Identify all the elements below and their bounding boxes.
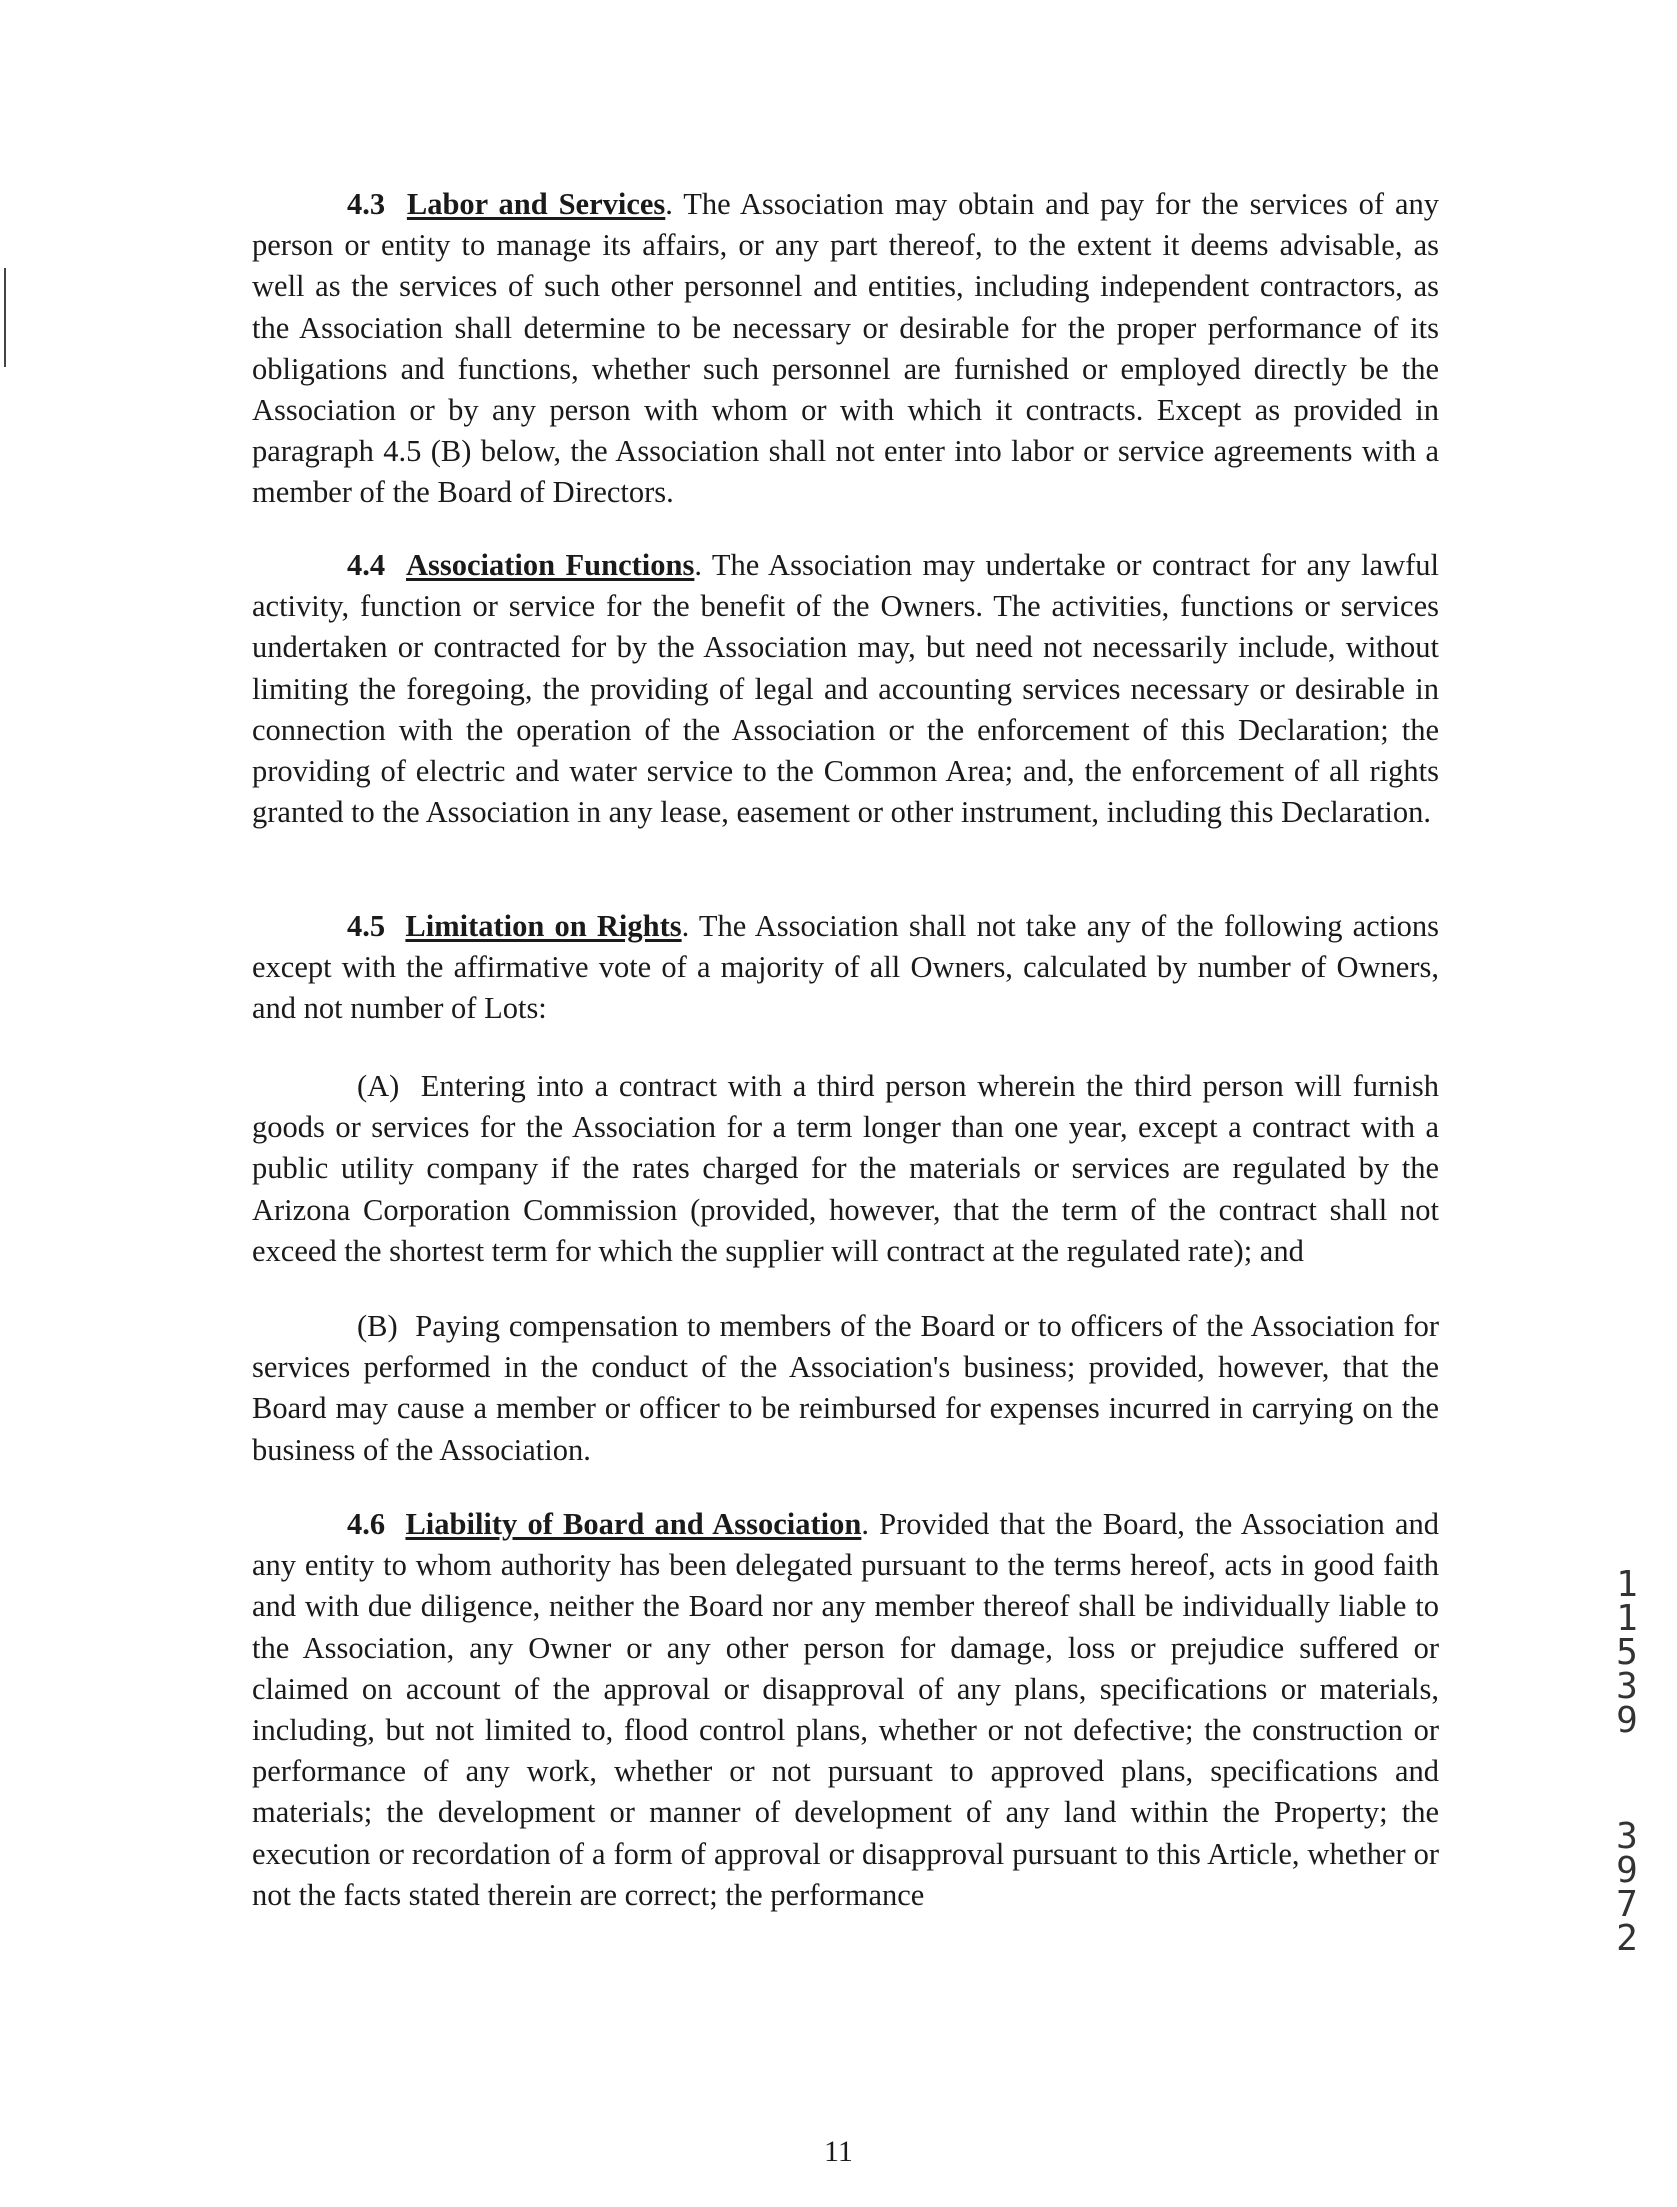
section-heading: Labor and Services — [406, 187, 666, 221]
section-number: 4.4 — [347, 548, 386, 582]
section-heading: Association Functions — [406, 548, 695, 582]
subitem-label: (B) — [357, 1309, 398, 1343]
section-body: . Provided that the Board, the Association and any entity to whom authority has been delegated pursuant to the terms hereof, acts in good faith and with due diligence, neither the Board nor any member thereof shall be individually liable to the Association, any Owner or any other person for damage, loss or prejudice suffered or claimed on account of the approval or disapproval of any plans, specifications or materials, including, but not limited to, flood control plans, whether or not defective; the construction or performance of any work, whether or not pursuant to approved plans, specifications and materials; the development or manner of development of any land within the Property; the execution or recordation of a form of approval or disapproval pursuant to this Article, whether or not the facts stated therein are correct; the performance — [252, 1507, 1439, 1912]
section-number: 4.3 — [347, 187, 386, 221]
section-number: 4.6 — [347, 1507, 386, 1541]
section-4-6 — [252, 1504, 1439, 1916]
section-4-4 — [252, 545, 1439, 833]
section-heading: Limitation on Rights — [405, 909, 682, 943]
subitem-text: Entering into a contract with a third person wherein the third person will furnish goods or services for the Association for a term longer than one year, except a contract with a public utility company if the rates charged for the materials or services are regulated by the Arizona Corporation Commission (provided, however, that the term of the contract shall not exceed the shortest term for which the supplier will contract at the regulated rate); and — [252, 1069, 1440, 1268]
subitem-text: Paying compensation to members of the Board or to officers of the Association for services performed in the conduct of the Association's business; provided, however, that the Board may cause a member or officer to be reimbursed for expenses incurred in carrying on the business of the Association. — [252, 1309, 1439, 1467]
subitem-a — [252, 1066, 1439, 1272]
scan-artifact — [4, 315, 6, 367]
section-body: . The Association shall not take any of the following actions except with the affirmative vote of a majority of all Owners, calculated by number of Owners, and not number of Lots: — [252, 909, 1439, 1026]
section-body: . The Association may obtain and pay for the services of any person or entity to manage its affairs, or any part thereof, to the extent it deems advisable, as well as the services of such other personnel and entities, including independent contractors, as the Association shall determine to be necessary or desirable for the proper performance of its obligations and functions, whether such personnel are furnished or employed directly be the Association or by any person with whom or with which it contracts. Except as provided in paragraph 4.5 (B) below, the Association shall not enter into labor or service agreements with a member of the Board of Directors. — [252, 187, 1439, 510]
subitem-label: (A) — [357, 1069, 400, 1103]
section-heading: Liability of Board and Association — [405, 1507, 862, 1541]
recording-stamp — [1614, 1564, 1640, 1959]
section-4-3 — [252, 184, 1439, 514]
section-body: . The Association may undertake or contract for any lawful activity, function or service for the benefit of the Owners. The activities, functions or services undertaken or contracted for by the Association may, but need not necessarily include, without limiting the foregoing, the providing of legal and accounting services necessary or desirable in connection with the operation of the Association or the enforcement of this Declaration; the providing of electric and water service to the Common Area; and, the enforcement of all rights granted to the Association in any lease, easement or other instrument, including this Declaration. — [252, 548, 1440, 830]
section-number: 4.5 — [347, 909, 386, 943]
stamp-bottom-number: 3972 — [1616, 1816, 1638, 1959]
stamp-top-number: 11539 — [1616, 1564, 1638, 1741]
page-number: 11 — [824, 2135, 853, 2168]
subitem-b — [252, 1306, 1439, 1471]
section-4-5 — [252, 906, 1439, 1030]
